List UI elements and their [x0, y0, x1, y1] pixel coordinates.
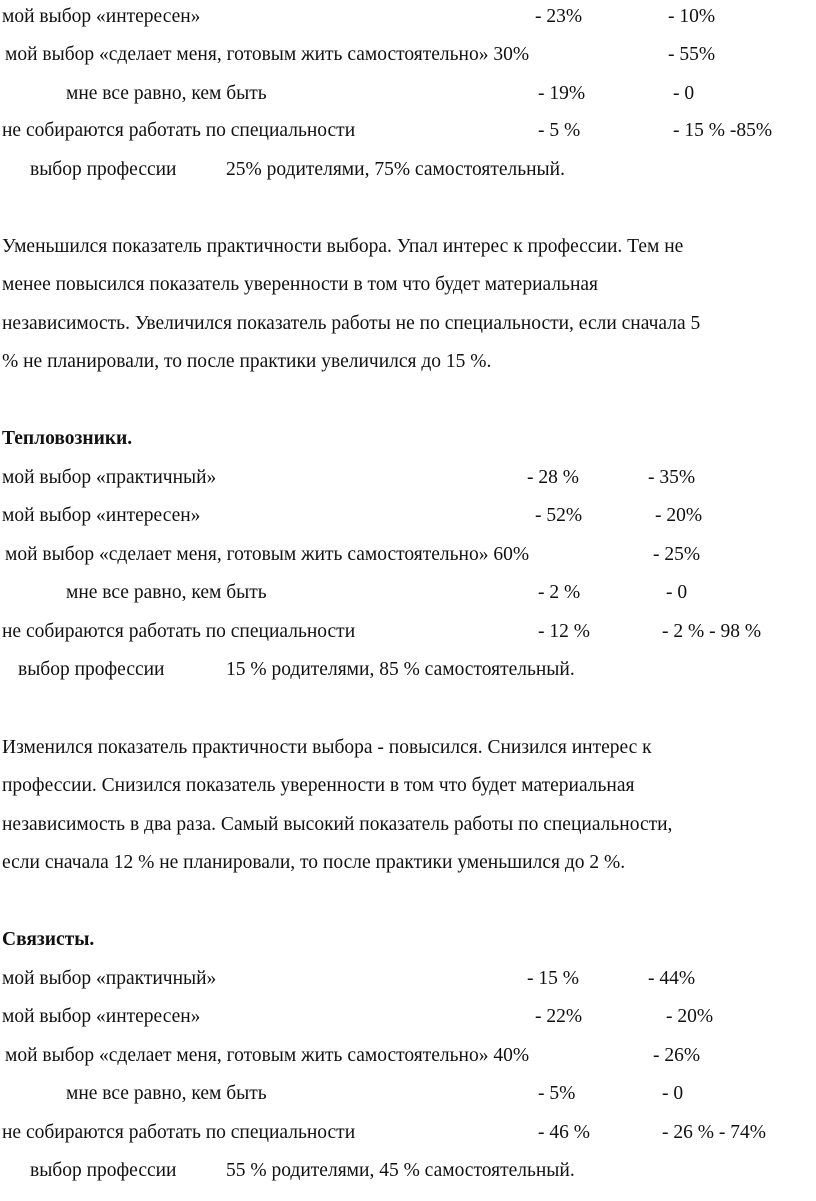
paragraph-line: независимость в два раза. Самый высокий показатель работы по специальности,: [2, 814, 673, 835]
row-indifferent: [0, 80, 816, 108]
paragraph-line: Уменьшился показатель практичности выбора. Упал интерес к профессии. Тем не: [2, 236, 684, 257]
value-after: - 26 % - 74%: [662, 1122, 766, 1143]
value-after: - 2 % - 98 %: [662, 621, 762, 642]
value-after: - 44%: [648, 968, 696, 989]
value-before: - 28 %: [527, 467, 579, 488]
value-before: - 12 %: [538, 621, 590, 642]
row-not-by-specialty: [0, 1119, 816, 1147]
choice-value: 25% родителями, 75% самостоятельный.: [226, 159, 565, 180]
value-after: - 10%: [668, 6, 716, 27]
row-practical: [0, 464, 816, 492]
paragraph-line: менее повысился показатель уверенности в том что будет материальная: [2, 274, 599, 295]
value-after: - 0: [673, 83, 695, 104]
row-label: мне все равно, кем быть: [66, 1083, 267, 1104]
value-before: - 5%: [538, 1083, 576, 1104]
row-label: мой выбор «практичный»: [2, 968, 217, 989]
row-indifferent: [0, 579, 816, 607]
row-label: не собираются работать по специальности: [2, 1122, 356, 1143]
value-before: - 15 %: [527, 968, 579, 989]
choice-label: выбор профессии: [30, 1160, 177, 1181]
value-before: - 23%: [535, 6, 583, 27]
choice-value: 55 % родителями, 45 % самостоятельный.: [226, 1160, 575, 1181]
row-label: мой выбор «интересен»: [2, 1006, 201, 1027]
row-label: мне все равно, кем быть: [66, 582, 267, 603]
choice-label: выбор профессии: [18, 659, 165, 680]
profession-choice: [0, 156, 816, 184]
row-label: мой выбор «интересен»: [2, 505, 201, 526]
row-interest: [0, 1003, 816, 1031]
value-after: - 0: [666, 582, 688, 603]
section-heading: Связисты.: [2, 929, 95, 950]
value-after: - 15 % -85%: [673, 120, 773, 141]
row-practical: [0, 965, 816, 993]
value-after: - 55%: [668, 44, 716, 65]
row-not-by-specialty: [0, 117, 816, 145]
profession-choice: [0, 656, 816, 684]
choice-value: 15 % родителями, 85 % самостоятельный.: [226, 659, 575, 680]
row-indifferent: [0, 1080, 816, 1108]
row-label: мой выбор «сделает меня, готовым жить самостоятельно» 30%: [5, 44, 530, 65]
value-after: - 25%: [653, 544, 701, 565]
row-label: мой выбор «практичный»: [2, 467, 217, 488]
value-before: - 19%: [538, 83, 586, 104]
value-before: - 2 %: [538, 582, 581, 603]
paragraph-line: профессии. Снизился показатель уверенности в том что будет материальная: [2, 775, 635, 796]
value-after: - 20%: [666, 1006, 714, 1027]
paragraph-line: независимость. Увеличился показатель работы не по специальности, если сначала 5: [2, 313, 701, 334]
row-independent: [0, 541, 816, 569]
paragraph-line: если сначала 12 % не планировали, то после практики уменьшился до 2 %.: [2, 852, 626, 873]
row-label: мой выбор «сделает меня, готовым жить самостоятельно» 60%: [5, 544, 530, 565]
row-label: не собираются работать по специальности: [2, 120, 356, 141]
value-after: - 26%: [653, 1045, 701, 1066]
paragraph-line: % не планировали, то после практики увеличился до 15 %.: [2, 351, 492, 372]
value-before: - 5 %: [538, 120, 581, 141]
value-after: - 20%: [655, 505, 703, 526]
section-heading: Тепловозники.: [2, 428, 133, 449]
row-label: не собираются работать по специальности: [2, 621, 356, 642]
value-after: - 35%: [648, 467, 696, 488]
row-not-by-specialty: [0, 618, 816, 646]
value-before: - 22%: [535, 1006, 583, 1027]
row-label: мне все равно, кем быть: [66, 83, 267, 104]
choice-label: выбор профессии: [30, 159, 177, 180]
value-before: - 46 %: [538, 1122, 590, 1143]
row-label: мой выбор «сделает меня, готовым жить самостоятельно» 40%: [5, 1045, 530, 1066]
value-after: - 0: [662, 1083, 684, 1104]
row-interest: [0, 3, 816, 31]
value-before: - 52%: [535, 505, 583, 526]
profession-choice: [0, 1157, 816, 1185]
row-independent: [0, 41, 816, 69]
row-interest: [0, 502, 816, 530]
row-independent: [0, 1042, 816, 1070]
row-label: мой выбор «интересен»: [2, 6, 201, 27]
paragraph-line: Изменился показатель практичности выбора - повысился. Снизился интерес к: [2, 737, 652, 758]
